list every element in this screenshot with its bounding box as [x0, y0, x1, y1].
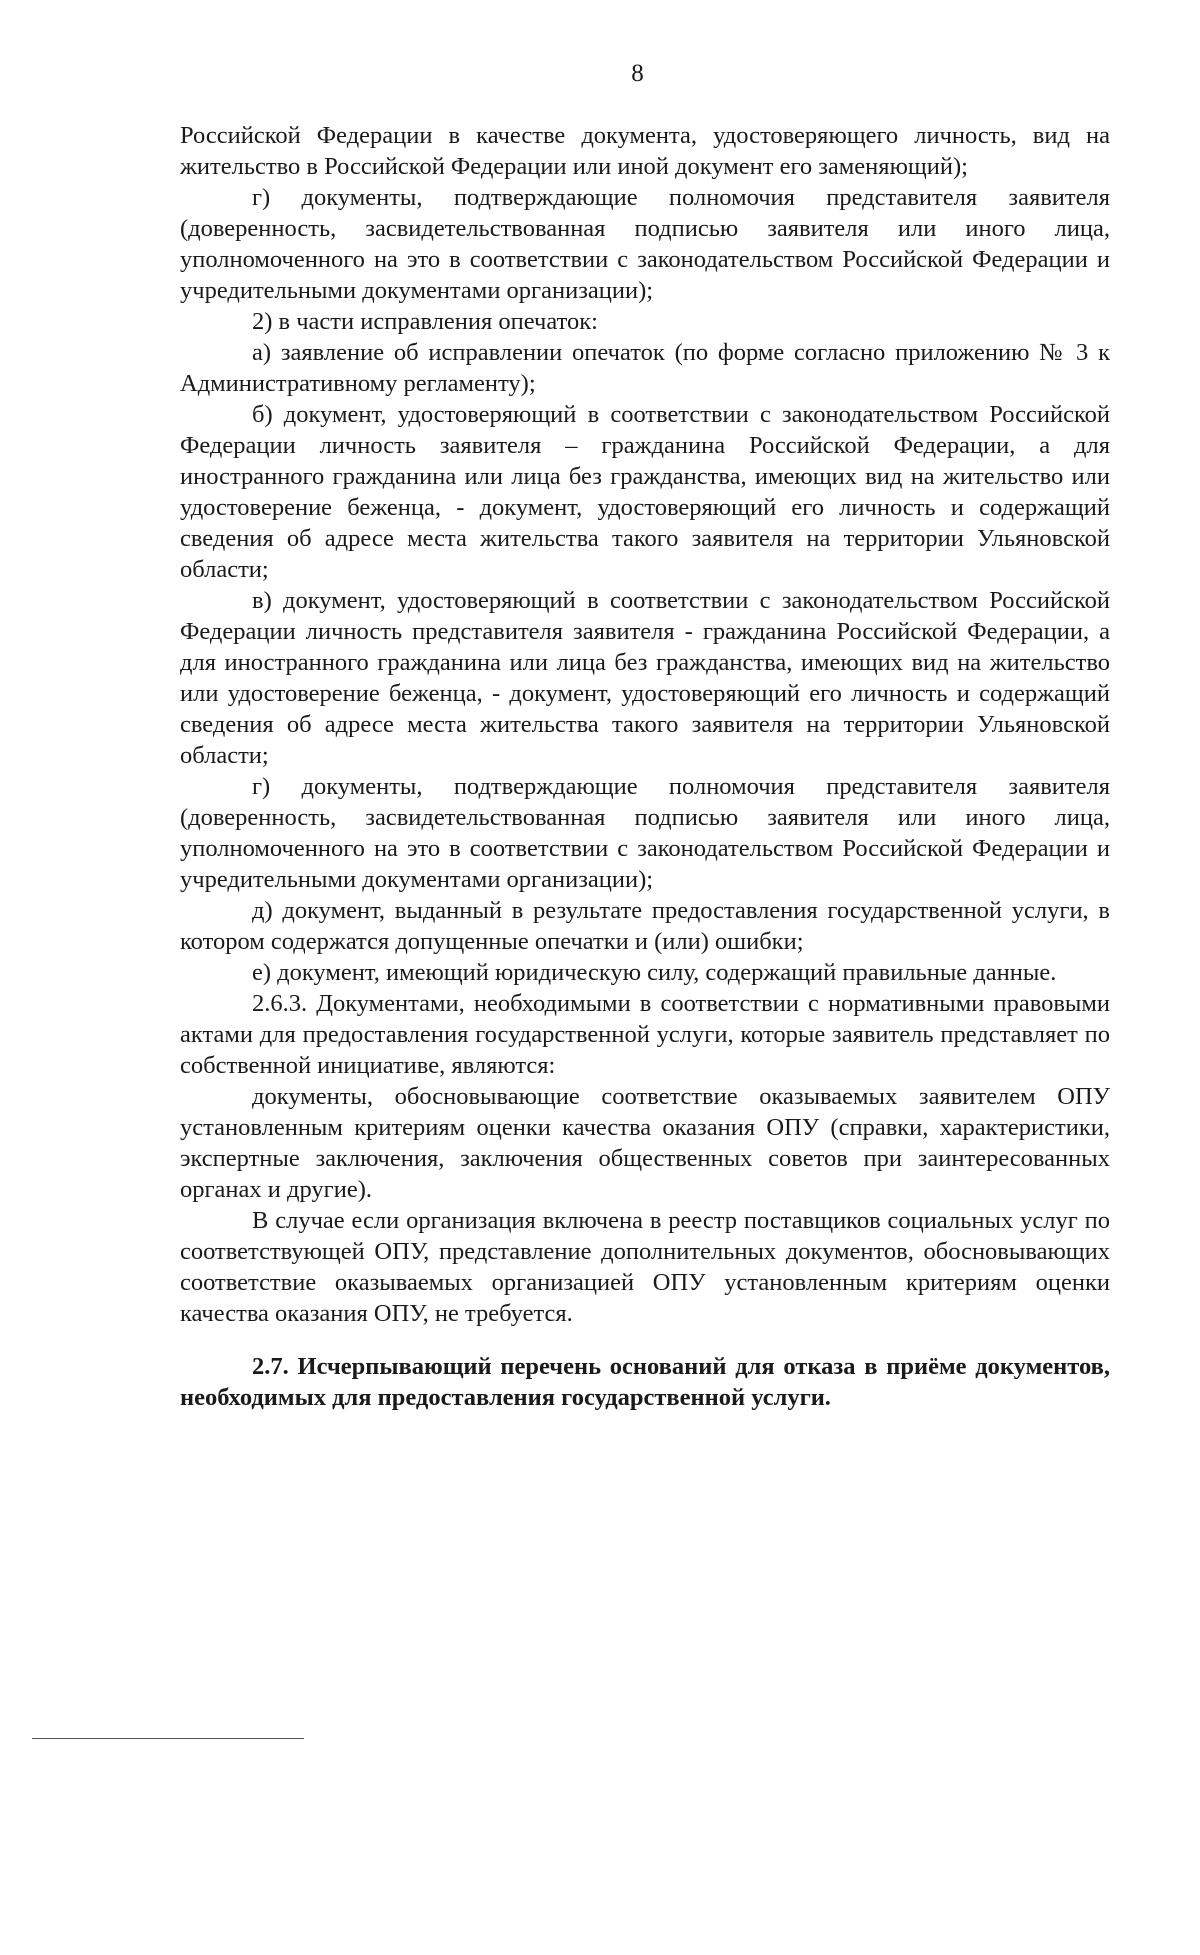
paragraph-representative-identity: в) документ, удостоверяющий в соответствии с законодательством Российской Федерации личность представителя заявителя - гражданина Российской Федерации, а для иностранного гражданина или лица без гражданства, имеющих вид на жительство или удостоверение беженца, - документ, удостоверяющий его личность и содержащий сведения об адресе места жительства такого заявителя на территории Ульяновской области;	[180, 587, 1110, 769]
paragraph-applicant-identity: б) документ, удостоверяющий в соответствии с законодательством Российской Федерации личность заявителя – гражданина Российской Федерации, а для иностранного гражданина или лица без гражданства, имеющих вид на жительство или удостоверение беженца, - документ, удостоверяющий его личность и содержащий сведения об адресе места жительства такого заявителя на территории Ульяновской области;	[180, 401, 1110, 583]
paragraph-legal-document: е) документ, имеющий юридическую силу, содержащий правильные данные.	[252, 959, 1057, 986]
paragraph-justifying-documents: документы, обосновывающие соответствие оказываемых заявителем ОПУ установленным критериям оценки качества оказания ОПУ (справки, характеристики, экспертные заключения, заключения общественных советов при заинтересованных органах и другие).	[180, 1083, 1110, 1203]
paragraph-continuation: Российской Федерации в качестве документа, удостоверяющего личность, вид на жительство в Российской Федерации или иной документ его заменяющий);	[180, 122, 1110, 180]
paragraph-issued-document: д) документ, выданный в результате предоставления государственной услуги, в котором содержатся допущенные опечатки и (или) ошибки;	[180, 897, 1110, 955]
paragraph-section-263: 2.6.3. Документами, необходимыми в соответствии с нормативными правовыми актами для предоставления государственной услуги, которые заявитель представляет по собственной инициативе, являются:	[180, 990, 1110, 1079]
document-body	[180, 120, 1110, 1413]
page-number: 8	[631, 60, 644, 87]
paragraph-correction-application: а) заявление об исправлении опечаток (по форме согласно приложению № 3 к Административному регламенту);	[180, 339, 1110, 397]
paragraph-corrections-intro: 2) в части исправления опечаток:	[252, 308, 598, 335]
paragraph-representative-authority-2: г) документы, подтверждающие полномочия представителя заявителя (доверенность, засвидетельствованная подписью заявителя или иного лица, уполномоченного на это в соответствии с законодательством Российской Федерации и учредительными документами организации);	[180, 773, 1110, 893]
section-heading-27: 2.7. Исчерпывающий перечень оснований для отказа в приёме документов, необходимых для предоставления государственной услуги.	[180, 1353, 1110, 1411]
paragraph-representative-authority: г) документы, подтверждающие полномочия представителя заявителя (доверенность, засвидетельствованная подписью заявителя или иного лица, уполномоченного на это в соответствии с законодательством Российской Федерации и учредительными документами организации);	[180, 184, 1110, 304]
paragraph-registry-case: В случае если организация включена в реестр поставщиков социальных услуг по соответствующей ОПУ, представление дополнительных документов, обосновывающих соответствие оказываемых организацией ОПУ установленным критериям оценки качества оказания ОПУ, не требуется.	[180, 1207, 1110, 1327]
footnote-divider	[32, 1738, 304, 1739]
